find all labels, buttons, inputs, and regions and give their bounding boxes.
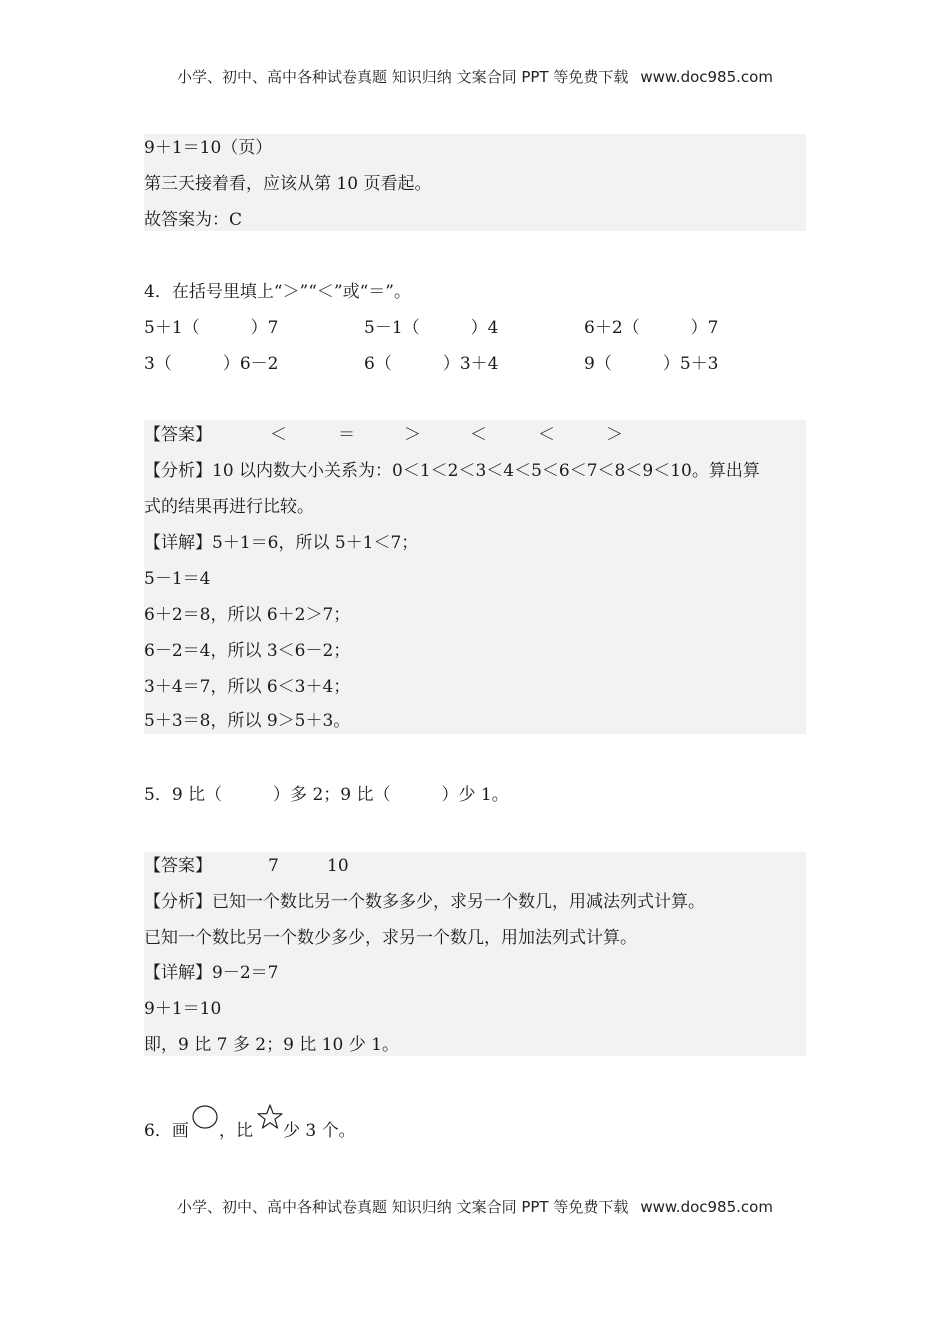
q4-analysis: 【分析】10 以内数大小关系为：0＜1＜2＜3＜4＜5＜6＜7＜8＜9＜10。算出算 <box>144 461 760 481</box>
q6-mid: ，比 <box>219 1121 253 1141</box>
q4-item: 5＋1（ ）7 <box>144 318 279 338</box>
footer-text: 小学、初中、高中各种试卷真题 知识归纳 文案合同 PPT 等免费下载 <box>177 1198 629 1216</box>
q4-answer: ＜ <box>538 425 555 445</box>
q5-analysis: 【分析】已知一个数比另一个数多多少，求另一个数几，用减法列式计算。 <box>144 892 705 912</box>
q5-answer: 10 <box>327 856 349 876</box>
q4-title: 4．在括号里填上“＞”“＜”或“＝”。 <box>144 282 411 302</box>
header-url[interactable]: www.doc985.com <box>640 68 773 86</box>
page-header <box>0 66 950 87</box>
q5-title: 5．9 比（ ）多 2；9 比（ ）少 1。 <box>144 785 509 805</box>
prev-solution-line: 故答案为：C <box>144 210 243 230</box>
q4-answer-label: 【答案】 <box>144 425 212 445</box>
q4-detail-line: 【详解】5＋1＝6，所以 5＋1＜7； <box>144 533 419 553</box>
q5-answer: 7 <box>268 856 279 876</box>
prev-solution-line: 第三天接着看，应该从第 10 页看起。 <box>144 174 432 194</box>
q4-detail-line: 6＋2＝8，所以 6＋2＞7； <box>144 605 351 625</box>
q5-answer-label: 【答案】 <box>144 856 212 876</box>
footer-url[interactable]: www.doc985.com <box>640 1198 773 1216</box>
header-text: 小学、初中、高中各种试卷真题 知识归纳 文案合同 PPT 等免费下载 <box>177 68 629 86</box>
prev-solution-block <box>144 134 806 231</box>
q4-detail-line: 5＋3＝8，所以 9＞5＋3。 <box>144 711 351 731</box>
q4-detail-line: 5－1＝4 <box>144 569 211 589</box>
q5-detail-line: 即，9 比 7 多 2；9 比 10 少 1。 <box>144 1035 399 1055</box>
q5-analysis: 已知一个数比另一个数少多少，求另一个数几，用加法列式计算。 <box>144 928 637 948</box>
q4-answer: ＝ <box>338 425 355 445</box>
q4-item: 9（ ）5＋3 <box>584 354 719 374</box>
q5-solution-block <box>144 852 806 1056</box>
circle-icon <box>191 1104 219 1130</box>
q5-detail-line: 【详解】9－2＝7 <box>144 963 279 983</box>
q4-detail-line: 3＋4＝7，所以 6＜3＋4； <box>144 677 351 697</box>
q4-answer: ＞ <box>404 425 421 445</box>
q4-answer: ＜ <box>470 425 487 445</box>
q4-answer: ＜ <box>270 425 287 445</box>
prev-solution-line: 9＋1＝10（页） <box>144 138 273 158</box>
q4-detail-line: 6－2＝4，所以 3＜6－2； <box>144 641 351 661</box>
q4-answer: ＞ <box>606 425 623 445</box>
page-footer <box>0 1196 950 1217</box>
q5-detail-line: 9＋1＝10 <box>144 999 222 1019</box>
q4-solution-block <box>144 420 806 734</box>
q4-item: 5－1（ ）4 <box>364 318 499 338</box>
q6-suffix: 少 3 个。 <box>283 1121 356 1141</box>
q4-analysis: 式的结果再进行比较。 <box>144 497 314 517</box>
q4-item: 6＋2（ ）7 <box>584 318 719 338</box>
q4-item: 3（ ）6－2 <box>144 354 279 374</box>
star-icon <box>257 1104 283 1130</box>
q4-item: 6（ ）3＋4 <box>364 354 499 374</box>
q6-prefix: 6．画 <box>144 1121 189 1141</box>
